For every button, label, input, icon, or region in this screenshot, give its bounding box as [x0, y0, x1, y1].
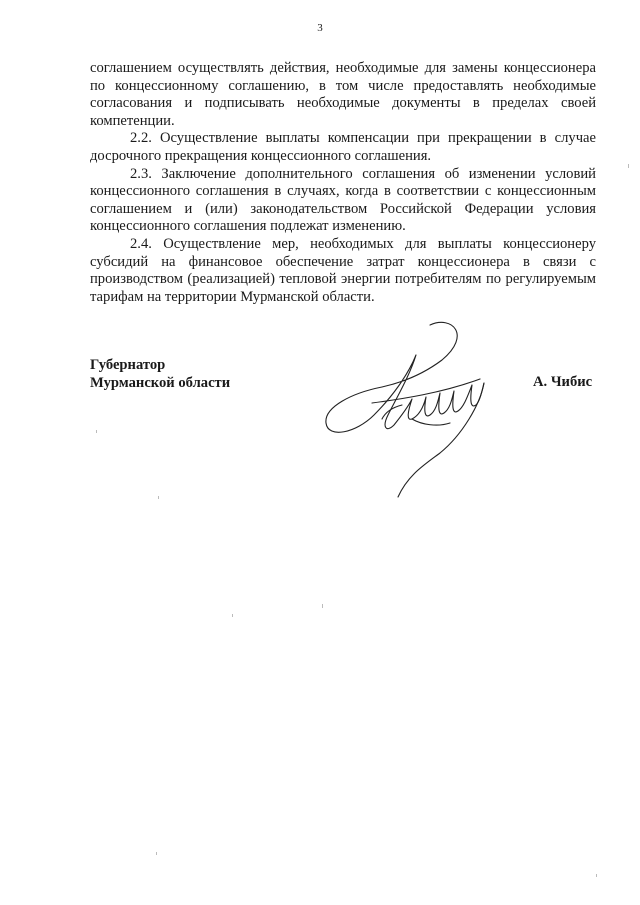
body-text [90, 60, 596, 306]
paragraph-2-2: 2.2. Осуществление выплаты компенсации при прекращении в случае досрочного прекращения концессионного соглашения. [90, 130, 596, 164]
scan-speck [158, 496, 159, 499]
signer-title-line-2: Мурманской области [90, 375, 231, 391]
scan-speck [156, 852, 157, 855]
signer-title [90, 356, 230, 392]
paragraph-continuation: соглашением осуществлять действия, необходимые для замены концессионера по концессионному соглашению, в том числе предоставлять необходимые согласования и подписывать необходимые документы в пределах своей компетенции. [90, 60, 596, 129]
scan-speck [628, 164, 629, 168]
handwritten-signature [312, 315, 512, 505]
scan-speck [596, 874, 597, 877]
scan-speck [96, 430, 97, 433]
signer-name: А. Чибис [533, 374, 593, 390]
page-number: 3 [317, 22, 323, 34]
scan-speck [322, 604, 323, 608]
signer-title-line-1: Губернатор [90, 357, 166, 373]
paragraph-2-3: 2.3. Заключение дополнительного соглашения об изменении условий концессионного соглашения в случаях, когда в соответствии с концессионным соглашением и (или) законодательством Российской Федерации условия концессионного соглашения подлежат изменению. [90, 165, 596, 235]
scan-speck [232, 614, 233, 617]
paragraph-2-4: 2.4. Осуществление мер, необходимых для выплаты концессионеру субсидий на финансовое обеспечение затрат концессионера в связи с производством (реализацией) тепловой энергии потребителям по регулируемым тарифам на территории Мурманской области. [90, 235, 596, 305]
